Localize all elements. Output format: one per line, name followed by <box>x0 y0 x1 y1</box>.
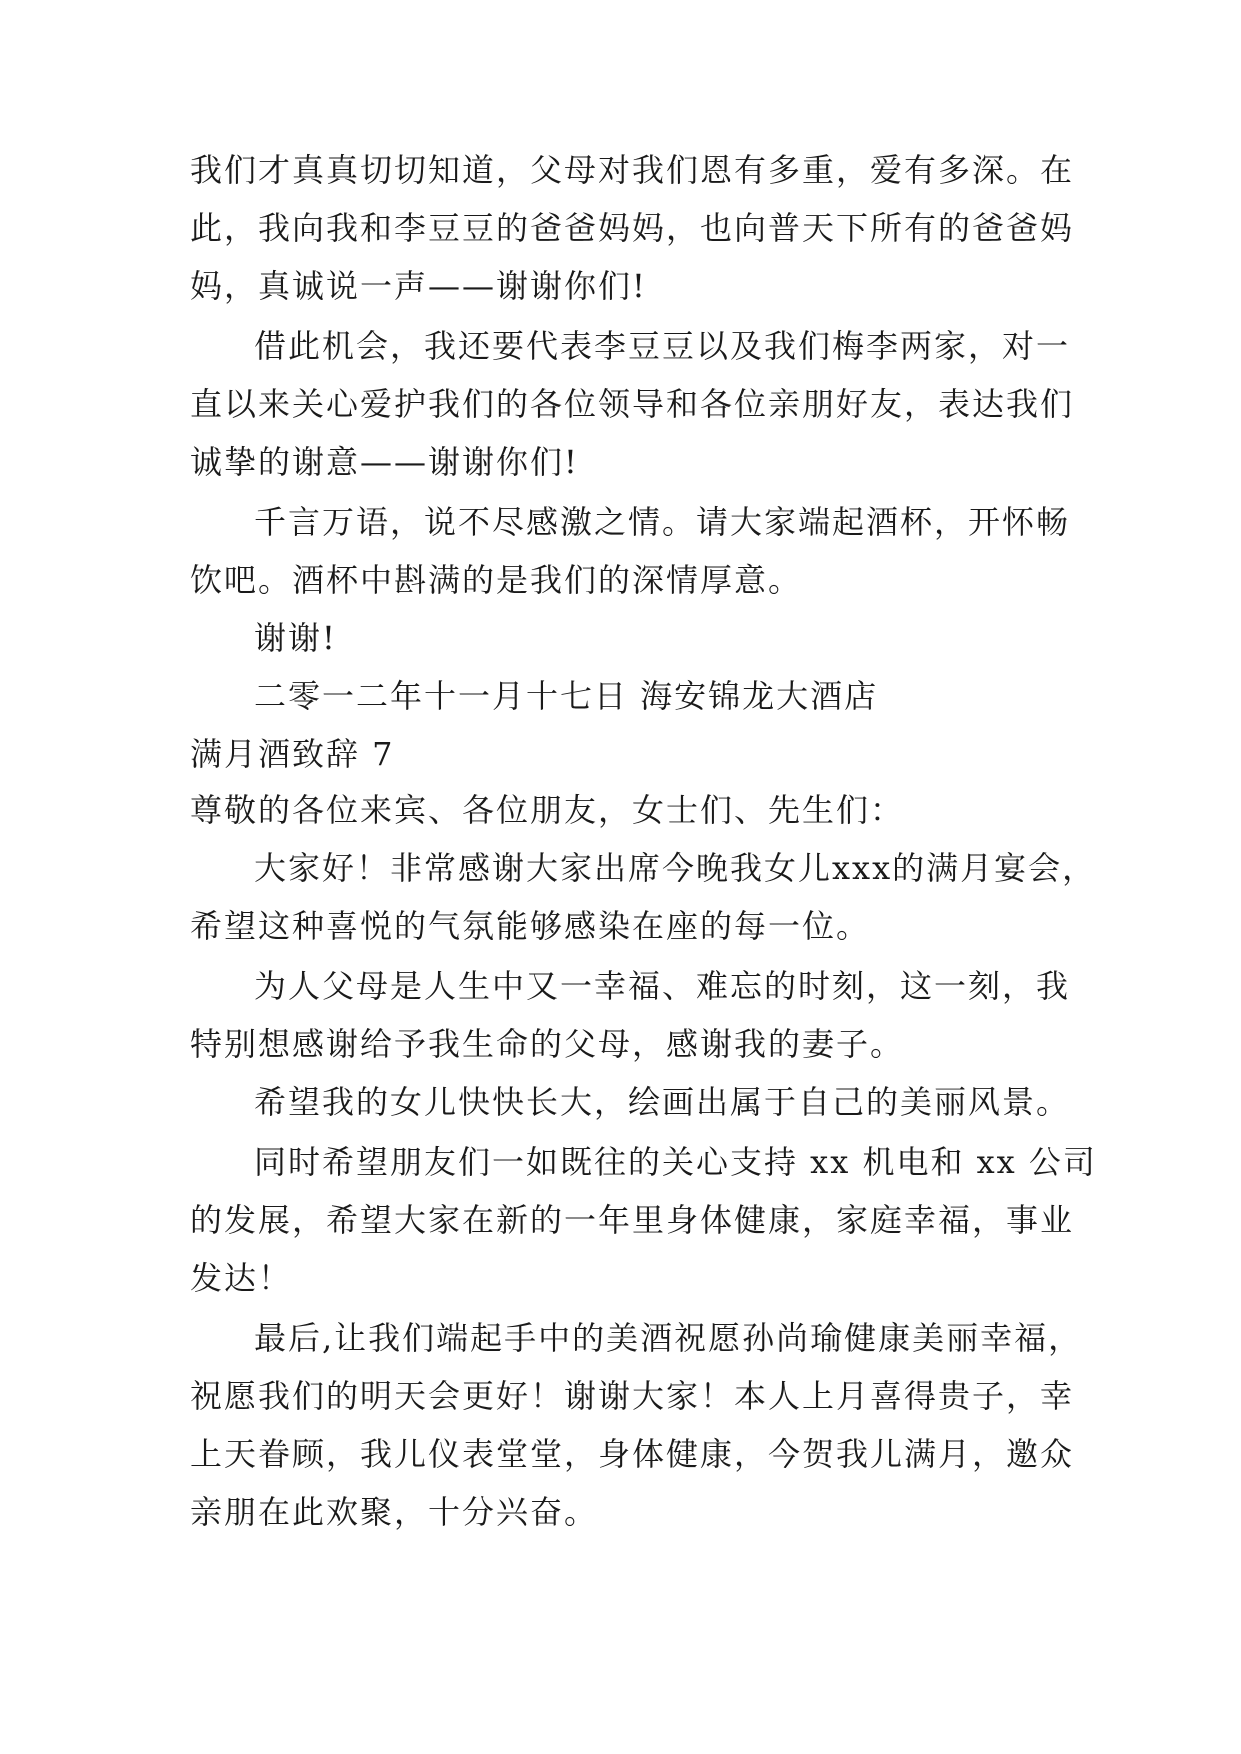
text-line: 此，我向我和李豆豆的爸爸妈妈，也向普天下所有的爸爸妈 <box>190 209 1075 247</box>
text-line: 亲朋在此欢聚，十分兴奋。 <box>190 1493 599 1531</box>
salutation: 尊敬的各位来宾、各位朋友，女士们、先生们： <box>190 791 905 829</box>
text-line: 希望这种喜悦的气氛能够感染在座的每一位。 <box>190 907 871 945</box>
section-heading: 满月酒致辞 7 <box>190 735 395 773</box>
paragraph-first-line: 同时希望朋友们一如既往的关心支持 xx 机电和 xx 公司 <box>254 1143 1097 1181</box>
text-line: 饮吧。酒杯中斟满的是我们的深情厚意。 <box>190 561 803 599</box>
text-line: 祝愿我们的明天会更好！谢谢大家！本人上月喜得贵子，幸 <box>190 1377 1075 1415</box>
text-line: 特别想感谢给予我生命的父母，感谢我的妻子。 <box>190 1025 905 1063</box>
text-line: 诚挚的谢意——谢谢你们! <box>190 443 579 481</box>
text-line: 的发展，希望大家在新的一年里身体健康，家庭幸福，事业 <box>190 1201 1075 1239</box>
paragraph-first-line: 希望我的女儿快快长大，绘画出属于自己的美丽风景。 <box>254 1083 1071 1121</box>
paragraph-first-line: 最后,让我们端起手中的美酒祝愿孙尚瑜健康美丽幸福， <box>254 1319 1083 1357</box>
text-line: 上天眷顾，我儿仪表堂堂，身体健康，今贺我儿满月，邀众 <box>190 1435 1075 1473</box>
text-line: 发达！ <box>190 1259 293 1297</box>
paragraph-first-line: 借此机会，我还要代表李豆豆以及我们梅李两家，对一 <box>254 327 1071 365</box>
paragraph-first-line: 为人父母是人生中又一幸福、难忘的时刻，这一刻，我 <box>254 967 1071 1005</box>
text-line: 直以来关心爱护我们的各位领导和各位亲朋好友，表达我们 <box>190 385 1075 423</box>
text-line: 我们才真真切切知道，父母对我们恩有多重，爱有多深。在 <box>190 151 1075 189</box>
paragraph-first-line: 千言万语，说不尽感激之情。请大家端起酒杯，开怀畅 <box>254 503 1071 541</box>
date-venue-line: 二零一二年十一月十七日 海安锦龙大酒店 <box>254 677 879 715</box>
paragraph-first-line: 大家好！非常感谢大家出席今晚我女儿xxx的满月宴会， <box>254 849 1097 887</box>
text-line: 妈，真诚说一声——谢谢你们! <box>190 267 647 305</box>
closing-thanks: 谢谢! <box>254 619 337 657</box>
